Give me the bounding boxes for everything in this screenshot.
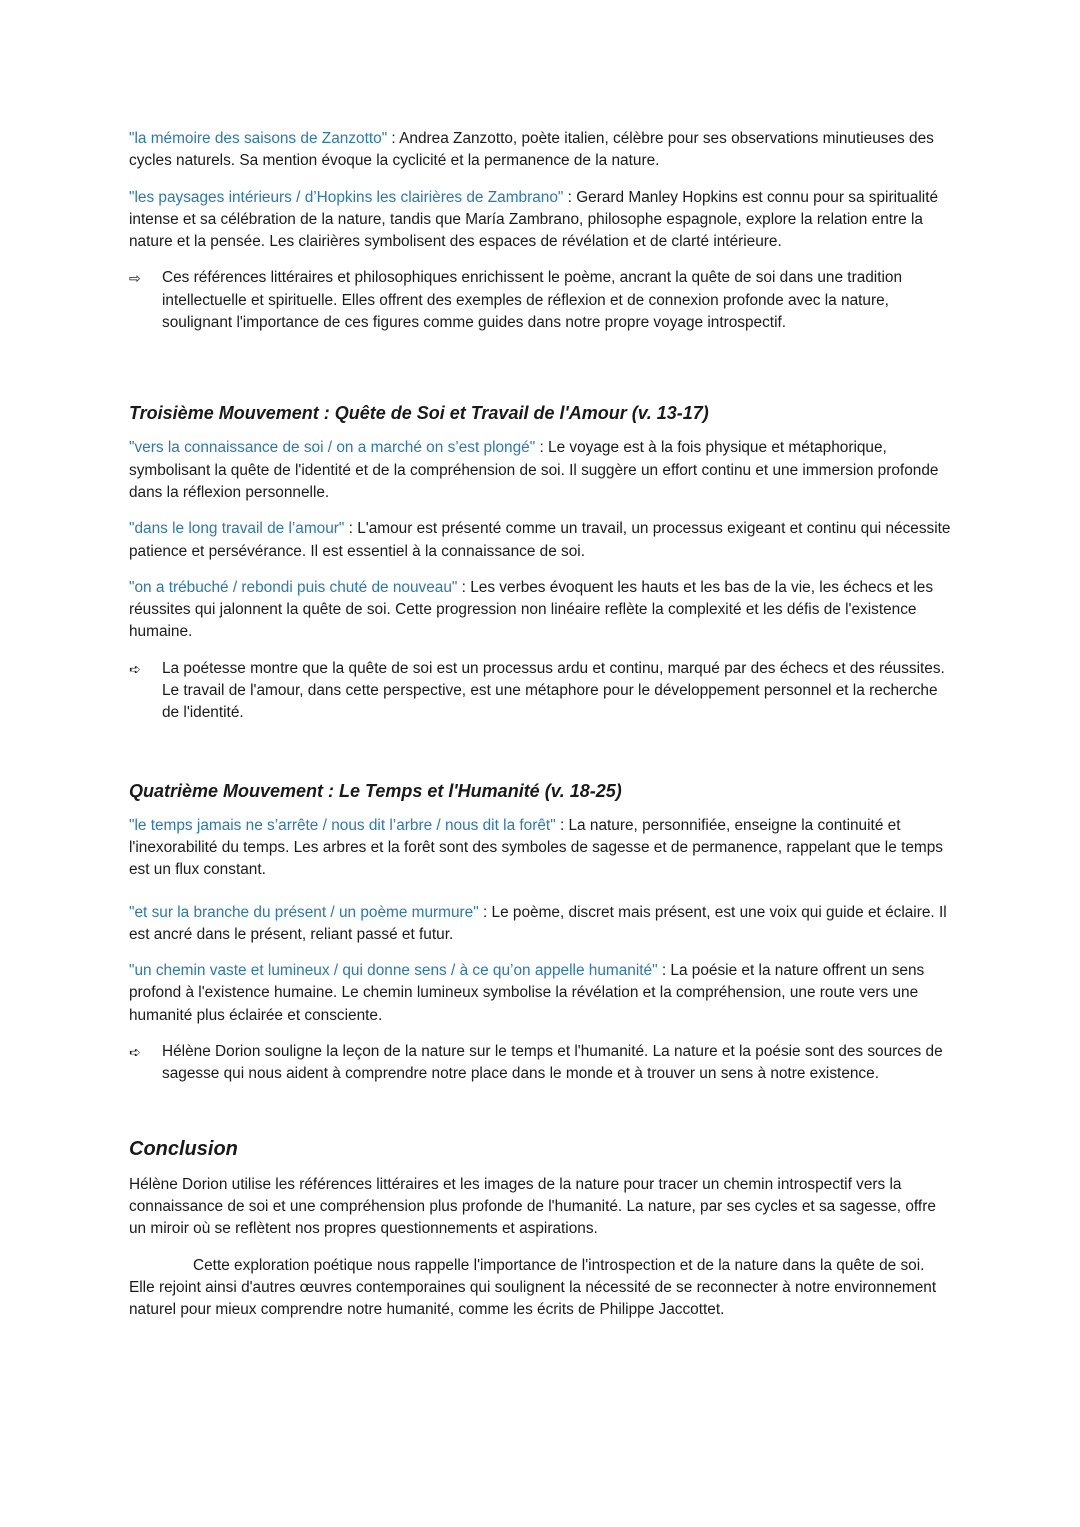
analysis-text: : L'amour est présenté comme un travail, un processus exigeant et continu qui nécessite patience et persévérance. Il est essentiel à la connaissance de soi. bbox=[129, 520, 951, 560]
analysis-text: : Les verbes évoquent les hauts et les bas de la vie, les échecs et les réussites qui jalonnent la quête de soi. Cette progression non linéaire reflète la complexité et les défis de l'existence humaine. bbox=[129, 578, 934, 641]
analysis-item-hopkins-zambrano bbox=[129, 187, 954, 254]
section-heading-movement4: Quatrième Mouvement : Le Temps et l'Humanité (v. 18-25) bbox=[129, 780, 622, 801]
analysis-text: : Gerard Manley Hopkins est connu pour sa spiritualité intense et sa célébration de la nature, tandis que María Zambrano, philosophe espagnole, explore la relation entre la nature et la pensée. Les clairières symbolisent des espaces de révélation et de clarté intérieure. bbox=[129, 188, 939, 251]
poem-quote: "la mémoire des saisons de Zanzotto" bbox=[129, 130, 388, 147]
analysis-item bbox=[129, 518, 954, 563]
arrow-right-solid-icon: ➪ bbox=[129, 660, 141, 677]
analysis-item bbox=[129, 437, 954, 504]
analysis-item-zanzotto bbox=[129, 128, 954, 173]
analysis-text: : Le voyage est à la fois physique et métaphorique, symbolisant la quête de l'identité et de la compréhension de soi. Il suggère un effort continu et une immersion profonde dans la réflexion personnelle. bbox=[129, 439, 939, 501]
arrow-right-outline-icon: ⇨ bbox=[129, 270, 141, 287]
section-heading-movement3: Troisième Mouvement : Quête de Soi et Travail de l'Amour (v. 13-17) bbox=[129, 403, 709, 424]
analysis-item bbox=[129, 902, 954, 947]
analysis-text: : La nature, personnifiée, enseigne la continuité et l'inexorabilité du temps. Les arbres et la forêt sont des symboles de sagesse et de permanence, rappelant que le temps est un flux constant. bbox=[129, 816, 943, 879]
summary-text: Ces références littéraires et philosophiques enrichissent le poème, ancrant la quête de soi dans une tradition intellectuelle et spirituelle. Elles offrent des exemples de réflexion et de connexion profonde avec la nature, soulignant l'importance de ces figures comme guides dans notre propre voyage introspectif. bbox=[162, 269, 903, 332]
poem-quote: "les paysages intérieurs / d’Hopkins les clairières de Zambrano" bbox=[129, 188, 564, 206]
conclusion-paragraph: Hélène Dorion utilise les références littéraires et les images de la nature pour tracer un chemin introspectif vers la connaissance de soi et une compréhension plus profonde de l'humanité. La nature, par ses cycles et sa sagesse, offre un miroir où se reflètent nos propres questionnements et aspirations. bbox=[129, 1175, 936, 1238]
poem-quote: "vers la connaissance de soi / on a marché on s’est plongé" bbox=[129, 439, 536, 457]
poem-quote: "et sur la branche du présent / un poème murmure" bbox=[129, 903, 479, 921]
conclusion-heading: Conclusion bbox=[129, 1137, 238, 1160]
summary-text: Hélène Dorion souligne la leçon de la nature sur le temps et l'humanité. La nature et la poésie sont des sources de sagesse qui nous aident à comprendre notre place dans le monde et à trouver un sens à notre existence. bbox=[162, 1043, 943, 1083]
poem-quote: "un chemin vaste et lumineux / qui donne sens / à ce qu’on appelle humanité" bbox=[129, 962, 658, 980]
analysis-item bbox=[129, 815, 954, 882]
arrow-right-solid-icon: ➪ bbox=[129, 1044, 141, 1061]
summary-text: La poétesse montre que la quête de soi est un processus ardu et continu, marqué par des échecs et des réussites. Le travail de l'amour, dans cette perspective, est une métaphore pour le développement personnel et la recherche de l'identité. bbox=[162, 659, 945, 722]
document-page bbox=[129, 128, 954, 1321]
conclusion-paragraph: Cette exploration poétique nous rappelle l'importance de l'introspection et de la nature dans la quête de soi. Elle rejoint ainsi d'autres œuvres contemporaines qui soulignent la nécessité de se reconnecter à notre environnement naturel pour mieux comprendre notre humanité, comme les écrits de Philippe Jaccottet. bbox=[129, 1256, 937, 1319]
summary-block bbox=[129, 267, 954, 334]
analysis-text: : Le poème, discret mais présent, est une voix qui guide et éclaire. Il est ancré dans le présent, reliant passé et futur. bbox=[129, 903, 947, 943]
poem-quote: "on a trébuché / rebondi puis chuté de nouveau" bbox=[129, 578, 458, 596]
summary-block bbox=[129, 658, 954, 725]
analysis-item bbox=[129, 577, 954, 644]
analysis-item bbox=[129, 960, 954, 1027]
analysis-text: : Andrea Zanzotto, poète italien, célèbre pour ses observations minutieuses des cycles naturels. Sa mention évoque la cyclicité et la permanence de la nature. bbox=[129, 130, 934, 170]
summary-block bbox=[129, 1041, 954, 1086]
analysis-text: : La poésie et la nature offrent un sens profond à l'existence humaine. Le chemin lumineux symbolise la révélation et la compréhension, une route vers une humanité plus éclairée et consciente. bbox=[129, 962, 925, 1024]
poem-quote: "dans le long travail de l’amour" bbox=[129, 520, 345, 538]
poem-quote: "le temps jamais ne s’arrête / nous dit l’arbre / nous dit la forêt" bbox=[129, 816, 556, 834]
